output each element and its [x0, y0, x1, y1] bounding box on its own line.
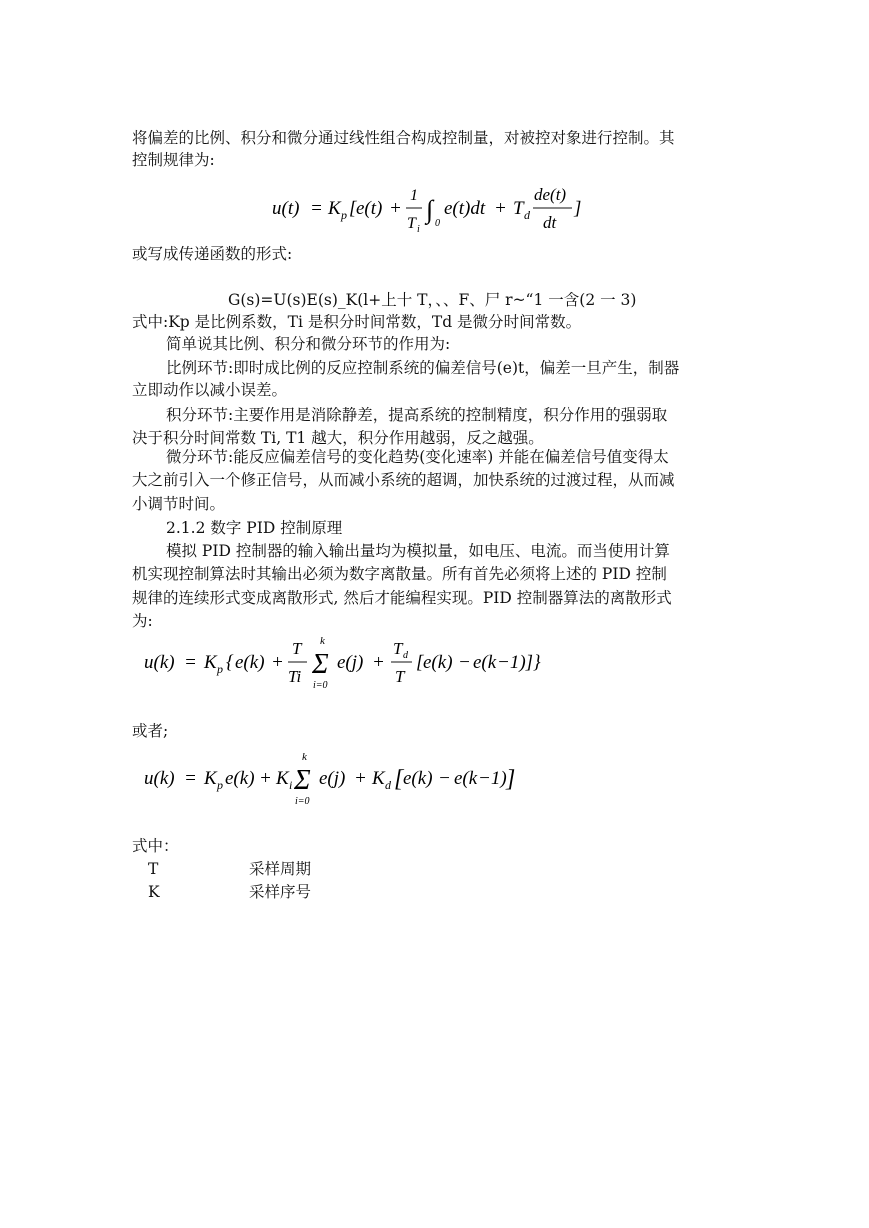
svg-text:K: K	[204, 768, 217, 789]
svg-text:=: =	[310, 198, 323, 219]
svg-text:+: +	[372, 652, 385, 673]
svg-text:i: i	[417, 224, 420, 235]
proportional-line-1: 比例环节:即时成比例的反应控制系统的偏差信号(e)t，偏差一旦产生，制器	[166, 359, 680, 377]
digital-line-1: 模拟 PID 控制器的输入输出量均为模拟量，如电压、电流。而当使用计算	[166, 542, 670, 560]
svg-text:+: +	[354, 768, 367, 789]
svg-text:T: T	[292, 639, 302, 658]
svg-text:p: p	[217, 662, 223, 676]
svg-text:d: d	[385, 778, 391, 792]
svg-text:e(t): e(t)	[356, 198, 383, 219]
svg-text:−: −	[438, 768, 451, 789]
svg-text:+: +	[271, 652, 284, 673]
or-line: 或者;	[132, 722, 169, 740]
svg-text:=: =	[184, 768, 197, 789]
intro-line-1: 将偏差的比例、积分和微分通过线性组合构成控制量，对被控对象进行控制。其	[132, 129, 675, 147]
transfer-function-garbled: G(s)=U(s)E(s)_K(l+上十 T，、、F、尸 r~“1 一含(2 一 3)	[228, 291, 637, 309]
svg-text:K: K	[328, 198, 341, 219]
svg-text:∫: ∫	[426, 195, 434, 224]
derivative-line-3: 小调节时间。	[132, 495, 226, 513]
integral-line-2: 决于积分时间常数 Ti, T1 越大，积分作用越弱，反之越强。	[132, 429, 544, 447]
svg-text:e(k: e(k	[454, 768, 478, 789]
svg-text:e(j): e(j)	[337, 652, 364, 673]
svg-text:−: −	[458, 652, 471, 673]
transfer-function-intro: 或写成传递函数的形式:	[132, 245, 293, 263]
symbol-K-meaning: 采样序号	[249, 883, 312, 901]
svg-text:Σ: Σ	[294, 765, 311, 796]
svg-text:u(k): u(k)	[144, 768, 175, 789]
svg-text:T: T	[407, 215, 416, 232]
roles-intro: 简单说其比例、积分和微分环节的作用为:	[166, 335, 451, 353]
digital-line-2: 机实现控制算法时其输出必须为数字离散量。所有首先必须将上述的 PID 控制	[132, 565, 667, 583]
svg-text:de(t): de(t)	[534, 185, 567, 204]
svg-text:K: K	[204, 652, 217, 673]
svg-text:T: T	[393, 639, 403, 658]
symbol-K: K	[148, 883, 160, 901]
svg-text:[: [	[394, 766, 404, 792]
integral-line-1: 积分环节:主要作用是消除静差，提高系统的控制精度，积分作用的强弱取	[166, 406, 668, 424]
svg-text:+: +	[259, 768, 272, 789]
svg-text:=: =	[184, 652, 197, 673]
svg-text:{: {	[226, 652, 234, 673]
svg-text:dt: dt	[543, 213, 557, 232]
derivative-line-2: 大之前引入一个修正信号，从而减小系统的超调，加快系统的过渡过程，从而减	[132, 471, 675, 489]
symbol-T-meaning: 采样周期	[249, 860, 312, 878]
continuous-pid-equation	[272, 178, 582, 243]
svg-text:e(k: e(k	[473, 652, 497, 673]
svg-text:d: d	[403, 650, 408, 661]
svg-text:[: [	[349, 198, 357, 219]
svg-text:e(t)dt: e(t)dt	[444, 198, 486, 219]
svg-text:u(t): u(t)	[272, 198, 300, 219]
svg-text:i=0: i=0	[313, 680, 328, 691]
svg-text:Ti: Ti	[288, 667, 302, 686]
svg-text:0: 0	[435, 218, 440, 229]
svg-text:p: p	[217, 778, 223, 792]
svg-text:[: [	[416, 652, 424, 673]
svg-text:k: k	[320, 635, 325, 647]
derivative-line-1: 微分环节:能反应偏差信号的变化趋势(变化速率) 并能在偏差信号值变得太	[166, 448, 669, 466]
discrete-pid-equation-1	[144, 632, 544, 699]
svg-text:+: +	[389, 198, 402, 219]
symbol-T: T	[148, 860, 159, 878]
svg-text:−1)]}: −1)]}	[497, 652, 541, 673]
svg-text:−1): −1)	[478, 768, 507, 789]
svg-text:K: K	[372, 768, 385, 789]
svg-text:]: ]	[574, 198, 582, 219]
svg-text:K: K	[276, 768, 289, 789]
svg-text:+: +	[494, 198, 507, 219]
section-heading: 2.1.2 数字 PID 控制原理	[166, 519, 343, 537]
intro-line-2: 控制规律为:	[132, 151, 215, 169]
svg-text:1: 1	[410, 187, 418, 204]
svg-text:u(k): u(k)	[144, 652, 175, 673]
svg-text:e(k): e(k)	[225, 768, 255, 789]
svg-text:d: d	[524, 208, 530, 222]
discrete-pid-equation-1-graphic	[144, 632, 544, 694]
digital-line-3: 规律的连续形式变成离散形式, 然后才能编程实现。PID 控制器算法的离散形式	[132, 589, 672, 607]
svg-text:k: k	[302, 751, 307, 763]
svg-text:Σ: Σ	[312, 649, 329, 680]
where-line-2: 式中：	[132, 837, 179, 855]
proportional-line-2: 立即动作以减小误差。	[132, 381, 288, 399]
discrete-pid-equation-2-graphic	[144, 748, 524, 812]
coefficient-definitions: 式中:Kp 是比例系数，Ti 是积分时间常数，Td 是微分时间常数。	[132, 313, 582, 331]
svg-text:e(j): e(j)	[319, 768, 346, 789]
discrete-pid-equation-2	[144, 748, 524, 817]
svg-text:T: T	[513, 198, 524, 219]
svg-text:p: p	[341, 208, 347, 222]
svg-text:i=0: i=0	[295, 796, 310, 807]
continuous-pid-equation-graphic	[272, 178, 582, 238]
svg-text:T: T	[395, 667, 405, 686]
svg-text:]: ]	[506, 766, 516, 792]
svg-text:i: i	[289, 778, 293, 792]
svg-text:e(k): e(k)	[235, 652, 265, 673]
svg-text:e(k): e(k)	[423, 652, 453, 673]
digital-line-4: 为:	[132, 612, 153, 630]
svg-text:e(k): e(k)	[403, 768, 433, 789]
